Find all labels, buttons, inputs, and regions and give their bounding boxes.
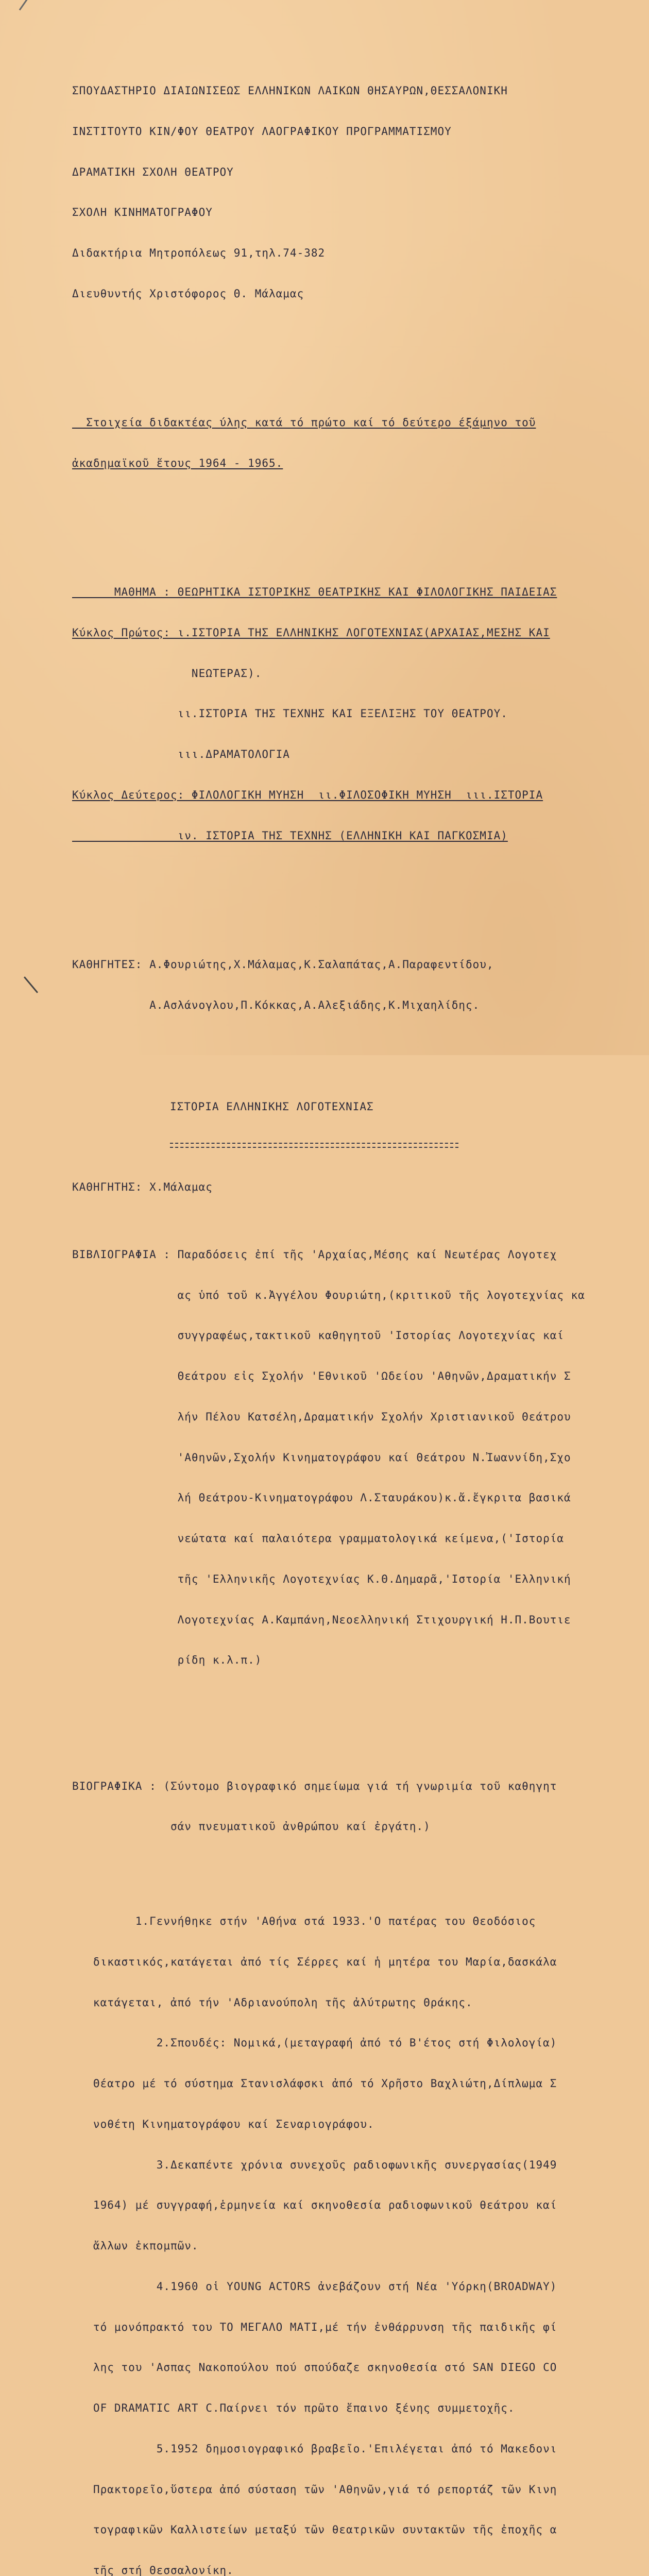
letterhead bbox=[72, 57, 644, 328]
biography-line: 2.Σπουδές: Νομικά,(μεταγραφή ἀπό τό Β'έτος στή Φιλολογία) bbox=[72, 2036, 644, 2049]
document-page bbox=[0, 0, 649, 1055]
syllabus-line: ιν. ΙΣΤΟΡΙΑ ΤΗΣ ΤΕΧΝΗΣ (ΕΛΛΗΝΙΚΗ ΚΑΙ ΠΑΓΚΟΣΜΙΑ) bbox=[72, 829, 644, 842]
syllabus-line: Κύκλος Δεύτερος: ΦΙΛΟΛΟΓΙΚΗ ΜΥΗΣΗ ιι.ΦΙΛΟΣΟΦΙΚΗ ΜΥΗΣΗ ιιι.ΙΣΤΟΡΙΑ bbox=[72, 788, 644, 802]
teachers-line: ΚΑΘΗΓΗΤΕΣ: Α.Φουριώτης,Χ.Μάλαμας,Κ.Σαλαπάτας,Α.Παραφεντίδου, bbox=[72, 958, 644, 971]
biography-label-line: σάν πνευματικοῦ ἀνθρώπου καί ἐργάτη.) bbox=[72, 1820, 644, 1833]
pin-mark bbox=[19, 0, 41, 10]
biography-line: δικαστικός,κατάγεται ἀπό τίς Σέρρες καί ἡ μητέρα του Μαρία,δασκάλα bbox=[72, 1955, 644, 1969]
biography-line: 3.Δεκαπέντε χρόνια συνεχοῦς ραδιοφωνικῆς συνεργασίας(1949 bbox=[72, 2158, 644, 2172]
course-title: ΜΑΘΗΜΑ : ΘΕΩΡΗΤΙΚΑ ΙΣΤΟΡΙΚΗΣ ΘΕΑΤΡΙΚΗΣ ΚΑΙ ΦΙΛΟΛΟΓΙΚΗΣ ΠΑΙΔΕΙΑΣ bbox=[72, 585, 644, 599]
syllabus-line: ΝΕΩΤΕΡΑΣ). bbox=[72, 667, 644, 680]
syllabus bbox=[72, 558, 644, 870]
biography-line: τό μονόπρακτό του ΤΟ ΜΕΓΑΛΟ ΜΑΤΙ,μέ τήν ἐνθάρρυνση τῆς παιδικῆς φί bbox=[72, 2320, 644, 2334]
bibliography-line: τῆς 'Ελληνικῆς Λογοτεχνίας Κ.Θ.Δημαρᾶ,'Ιστορία 'Ελληνική bbox=[72, 1572, 644, 1586]
biography-line: νοθέτη Κινηματογράφου καί Σεναριογράφου. bbox=[72, 2117, 644, 2131]
letterhead-line: Διδακτήρια Μητροπόλεως 91,τηλ.74-382 bbox=[72, 246, 644, 260]
biography-line: κατάγεται, ἀπό τήν 'Αδριανούπολη τῆς ἀλύτρωτης Θράκης. bbox=[72, 1996, 644, 2009]
intro-line: Στοιχεία διδακτέας ύλης κατά τό πρώτο καί τό δεύτερο έξάμηνο τοῦ bbox=[72, 416, 644, 429]
bibliography-line: Λογοτεχνίας Α.Καμπάνη,Νεοελληνική Στιχουργική Η.Π.Βουτιε bbox=[72, 1613, 644, 1626]
syllabus-line: ιι.ΙΣΤΟΡΙΑ ΤΗΣ ΤΕΧΝΗΣ ΚΑΙ ΕΞΕΛΙΞΗΣ ΤΟΥ ΘΕΑΤΡΟΥ. bbox=[72, 707, 644, 720]
letterhead-line: ΔΡΑΜΑΤΙΚΗ ΣΧΟΛΗ ΘΕΑΤΡΟΥ bbox=[72, 165, 644, 179]
bibliography-line: νεώτατα καί παλαιότερα γραμματολογικά κείμενα,('Ιστορία bbox=[72, 1532, 644, 1545]
teachers bbox=[72, 930, 644, 1039]
letterhead-line: ΣΠΟΥΔΑΣΤΗΡΙΟ ΔΙΑΙΩΝΙΣΕΩΣ ΕΛΛΗΝΙΚΩΝ ΛΑΙΚΩΝ ΘΗΣΑΥΡΩΝ,ΘΕΣΣΑΛΟΝΙΚΗ bbox=[72, 84, 644, 97]
bibliography-line: ρίδη κ.λ.π.) bbox=[72, 1653, 644, 1667]
biography-line: τογραφικῶν Καλλιστείων μεταξύ τῶν θεατρικῶν συντακτῶν τῆς ἐποχῆς α bbox=[72, 2523, 644, 2536]
bibliography-line: 'Αθηνῶν,Σχολήν Κινηματογράφου καί Θεάτρου Ν.Ἰωαννίδη,Σχο bbox=[72, 1451, 644, 1464]
biography-line: ἄλλων ἐκπομπῶν. bbox=[72, 2239, 644, 2252]
syllabus-line: Κύκλος Πρώτος: ι.ΙΣΤΟΡΙΑ ΤΗΣ ΕΛΛΗΝΙΚΗΣ ΛΟΓΟΤΕΧΝΙΑΣ(ΑΡΧΑΙΑΣ,ΜΕΣΗΣ ΚΑΙ bbox=[72, 626, 644, 639]
biography-line: Θέατρο μέ τό σύστημα Στανισλάφσκι ἀπό τό Χρῆστο Βαχλιώτη,Δίπλωμα Σ bbox=[72, 2077, 644, 2090]
biography-line: 1964) μέ συγγραφή,ἑρμηνεία καί σκηνοθεσία ραδιοφωνικοῦ θεάτρου καί bbox=[72, 2198, 644, 2212]
bibliography bbox=[72, 1221, 644, 1694]
ink-mark bbox=[24, 976, 38, 993]
bibliography-line: λή Θεάτρου-Κινηματογράφου Λ.Σταυράκου)κ.ἄ.ἔγκριτα βασικά bbox=[72, 1491, 644, 1504]
section-divider bbox=[170, 1143, 458, 1148]
letterhead-line: ΣΧΟΛΗ ΚΙΝΗΜΑΤΟΓΡΑΦΟΥ bbox=[72, 206, 644, 219]
biography-line: λης του 'Ασπας Νακοπούλου πού σπούδαζε σκηνοθεσία στό SAN DIEGO CO bbox=[72, 2361, 644, 2374]
biography bbox=[72, 1888, 644, 2576]
intro bbox=[72, 389, 644, 497]
letterhead-line: Διευθυντής Χριστόφορος Θ. Μάλαμας bbox=[72, 287, 644, 300]
biography-line: τῆς στή Θεσσαλονίκη. bbox=[72, 2564, 644, 2576]
section-title: ΙΣΤΟΡΙΑ ΕΛΛΗΝΙΚΗΣ ΛΟΓΟΤΕΧΝΙΑΣ bbox=[72, 1100, 644, 1113]
bibliography-line: συγγραφέως,τακτικοῦ καθηγητοῦ 'Ιστορίας Λογοτεχνίας καί bbox=[72, 1329, 644, 1342]
typewritten-text bbox=[72, 30, 644, 2576]
bibliography-line: ας ὑπό τοῦ κ.Ἀγγέλου Φουριώτη,(κριτικοῦ τῆς λογοτεχνίας κα bbox=[72, 1289, 644, 1302]
bibliography-line: Θεάτρου εἰς Σχολήν 'Εθνικοῦ 'Ωδείου 'Αθηνῶν,Δραματικήν Σ bbox=[72, 1369, 644, 1383]
biography-line: 4.1960 οἱ YOUNG ACTORS ἀνεβάζουν στή Νέα 'Υόρκη(BROADWAY) bbox=[72, 2280, 644, 2293]
bibliography-line: ΒΙΒΛΙΟΓΡΑΦΙΑ : Παραδόσεις ἐπί τῆς 'Αρχαίας,Μέσης καί Νεωτέρας Λογοτεχ bbox=[72, 1248, 644, 1261]
biography-line: OF DRAMATIC ART C.Παίρνει τόν πρῶτο ἔπαινο ξένης συμμετοχῆς. bbox=[72, 2401, 644, 2415]
biography-line: 1.Γεννήθηκε στήν 'Αθήνα στά 1933.'Ο πατέρας του Θεοδόσιος bbox=[72, 1914, 644, 1928]
biography-line: 5.1952 δημοσιογραφικό βραβεῖο.'Επιλέγεται ἀπό τό Μακεδονι bbox=[72, 2442, 644, 2455]
letterhead-line: ΙΝΣΤΙΤΟΥΤΟ ΚΙΝ/ΦΟΥ ΘΕΑΤΡΟΥ ΛΑΟΓΡΑΦΙΚΟΥ ΠΡΟΓΡΑΜΜΑΤΙΣΜΟΥ bbox=[72, 125, 644, 138]
biography-line: Πρακτορεῖο,ὕστερα ἀπό σύσταση τῶν 'Αθηνῶν,γιά τό ρεπορτάζ τῶν Κινη bbox=[72, 2483, 644, 2496]
syllabus-line: ιιι.ΔΡΑΜΑΤΟΛΟΓΙΑ bbox=[72, 748, 644, 761]
teachers-line: Α.Ασλάνογλου,Π.Κόκκας,Α.Αλεξιάδης,Κ.Μιχαηλίδης. bbox=[72, 998, 644, 1012]
biography-intro bbox=[72, 1752, 644, 1860]
bibliography-line: λήν Πέλου Κατσέλη,Δραματικήν Σχολήν Χριστιανικοῦ Θεάτρου bbox=[72, 1410, 644, 1423]
biography-label-line: ΒΙΟΓΡΑΦΙΚΑ : (Σύντομο βιογραφικό σημείωμα γιά τή γνωριμία τοῦ καθηγητ bbox=[72, 1780, 644, 1793]
teacher-line: ΚΑΘΗΓΗΤΗΣ: Χ.Μάλαμας bbox=[72, 1180, 644, 1194]
intro-line: ἀκαδημαϊκοῦ ἔτους 1964 - 1965. bbox=[72, 456, 644, 470]
